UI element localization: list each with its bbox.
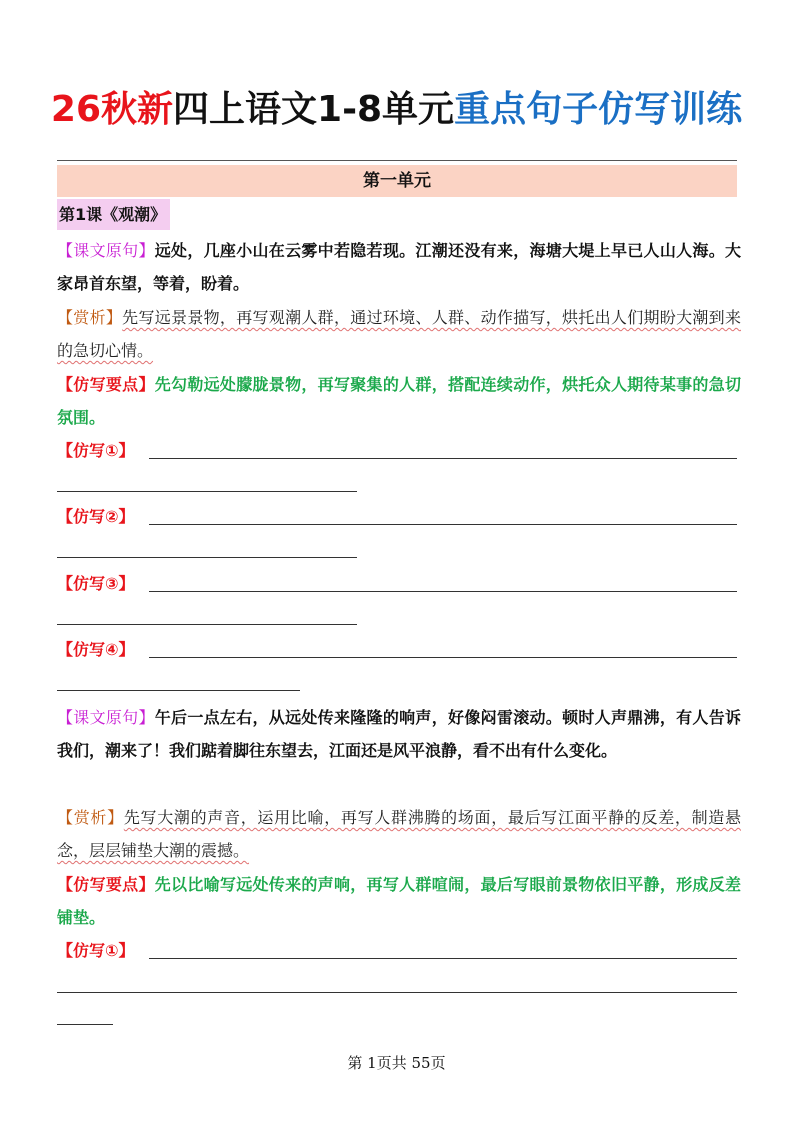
writing-key-points-2 <box>57 868 741 934</box>
unit-header: 第一单元 <box>57 165 737 197</box>
analysis-2 <box>57 801 741 867</box>
analysis-label: 【赏析】 <box>57 808 124 827</box>
answer-line[interactable] <box>57 491 357 492</box>
key-points-label: 【仿写要点】 <box>57 375 155 394</box>
write-row-4 <box>57 637 737 663</box>
title-part-3: 重点句子仿写训练 <box>454 89 743 130</box>
original-sentence-1 <box>57 234 741 300</box>
answer-line[interactable] <box>57 1024 113 1025</box>
write-label: 【仿写①】 <box>57 441 135 460</box>
analysis-1 <box>57 301 741 367</box>
answer-line[interactable] <box>149 958 737 959</box>
answer-line[interactable] <box>149 458 737 459</box>
original-text: 午后一点左右，从远处传来隆隆的响声，好像闷雷滚动。顿时人声鼎沸，有人告诉我们，潮来了！我们踮着脚往东望去，江面还是风平浪静，看不出有什么变化。 <box>57 708 741 760</box>
key-points-text: 先勾勒远处朦胧景物，再写聚集的人群，搭配连续动作，烘托众人期待某事的急切氛围。 <box>57 375 741 427</box>
original-label: 【课文原句】 <box>57 708 155 727</box>
answer-line[interactable] <box>57 690 300 691</box>
write-label: 【仿写①】 <box>57 941 135 960</box>
original-label: 【课文原句】 <box>57 241 155 260</box>
write-row-3 <box>57 571 737 597</box>
answer-line[interactable] <box>149 591 737 592</box>
answer-line[interactable] <box>149 657 737 658</box>
write-row-5 <box>57 938 737 964</box>
write-row-2 <box>57 504 737 530</box>
title-part-2: 四上语文1-8单元 <box>173 89 455 130</box>
lesson-title: 第1课《观潮》 <box>57 199 170 230</box>
page-footer: 第 1页共 55页 <box>347 1054 446 1072</box>
original-text: 远处，几座小山在云雾中若隐若现。江潮还没有来，海塘大堤上早已人山人海。大家昂首东望，等着，盼着。 <box>57 241 741 293</box>
key-points-label: 【仿写要点】 <box>57 875 155 894</box>
answer-line[interactable] <box>57 992 737 993</box>
analysis-text: 先写远景景物，再写观潮人群，通过环境、人群、动作描写，烘托出人们期盼大潮到来的急切心情。 <box>57 308 741 360</box>
answer-line[interactable] <box>149 524 737 525</box>
write-row-1 <box>57 438 737 464</box>
write-label: 【仿写②】 <box>57 507 135 526</box>
title-divider <box>57 160 737 161</box>
writing-key-points-1 <box>57 368 741 434</box>
answer-line[interactable] <box>57 624 357 625</box>
original-sentence-2 <box>57 701 741 767</box>
title-part-1: 26秋新 <box>50 89 174 130</box>
answer-line[interactable] <box>57 557 357 558</box>
key-points-text: 先以比喻写远处传来的声响，再写人群喧闹，最后写眼前景物依旧平静，形成反差铺垫。 <box>57 875 741 927</box>
analysis-label: 【赏析】 <box>57 308 123 327</box>
page-title <box>0 86 793 134</box>
write-label: 【仿写④】 <box>57 640 135 659</box>
analysis-text: 先写大潮的声音，运用比喻，再写人群沸腾的场面，最后写江面平静的反差，制造悬念，层层铺垫大潮的震撼。 <box>57 808 741 860</box>
write-label: 【仿写③】 <box>57 574 135 593</box>
